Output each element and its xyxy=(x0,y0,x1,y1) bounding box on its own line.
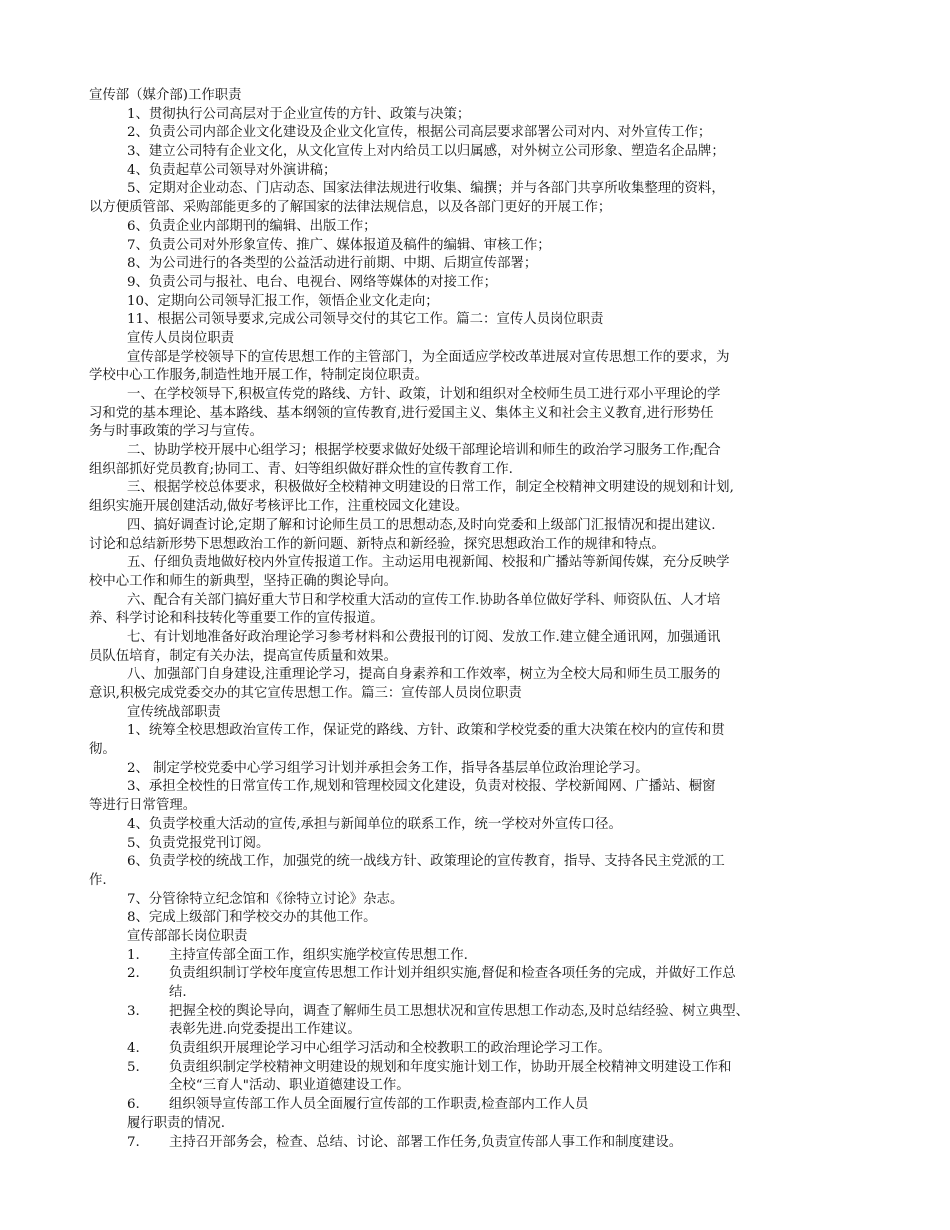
duty-line: 6、负责企业内部期刊的编辑、出版工作； xyxy=(127,218,377,234)
paragraph-line: 四、搞好调查讨论,定期了解和讨论师生员工的思想动态,及时向党委和上级部门汇报情况和提出建议. xyxy=(127,517,716,533)
paragraph-line: 宣传部是学校领导下的宣传思想工作的主管部门，为全面适应学校改革进展对宣传思想工作的要求，为 xyxy=(127,349,730,365)
list-number: 5. xyxy=(127,1059,140,1075)
paragraph-line: 五、仔细负责地做好校内外宣传报道工作。主动运用电视新闻、校报和广播站等新闻传媒，充分反映学 xyxy=(127,555,730,571)
paragraph-line: 八、加强部门自身建设,注重理论学习，提高自身素养和工作效率，树立为全校大局和师生员工服务的 xyxy=(127,667,721,683)
duty-line: 4、负责学校重大活动的宣传,承担与新闻单位的联系工作，统一学校对外宣传口径。 xyxy=(127,816,622,832)
duty-line: 3、承担全校性的日常宣传工作,规划和管理校园文化建设，负责对校报、学校新闻网、广播站、橱窗 xyxy=(127,779,716,795)
duty-line: 3、建立公司特有企业文化，从文化宣传上对内给员工以归属感，对外树立公司形象、塑造名企品牌； xyxy=(127,144,725,160)
paragraph-line: 务与时事政策的学习与宣传。 xyxy=(89,424,264,440)
duty-line: 1、贯彻执行公司高层对于企业宣传的方针、政策与决策； xyxy=(127,106,471,122)
duty-line: 1、统筹全校思想政治宣传工作，保证党的路线、方针、政策和学校党委的重大决策在校内的宣传和贯 xyxy=(127,723,725,739)
list-item-text: 主持宣传部全面工作，组织实施学校宣传思想工作. xyxy=(169,947,468,963)
list-number: 7. xyxy=(127,1134,140,1150)
list-continuation: 履行职责的情况. xyxy=(127,1115,225,1131)
list-item-text: 主持召开部务会，检查、总结、讨论、部署工作任务,负责宣传部人事工作和制度建设。 xyxy=(169,1134,683,1150)
section4-title: 宣传部部长岗位职责 xyxy=(127,928,248,944)
paragraph-line: 二、协助学校开展中心组学习；根据学校要求做好处级干部理论培训和师生的政治学习服务工作;配合 xyxy=(127,443,721,459)
duty-line: 7、分管徐特立纪念馆和《徐特立讨论》杂志。 xyxy=(127,891,404,907)
list-item xyxy=(89,1096,871,1115)
document-body xyxy=(89,87,871,1152)
paragraph-line: 校中心工作和师生的新典型，坚持正确的舆论导向。 xyxy=(89,573,397,589)
list-item xyxy=(89,1003,871,1040)
duty-line: 8、为公司进行的各类型的公益活动进行前期、中期、后期宣传部署； xyxy=(127,256,538,272)
paragraph-line: 意识,积极完成党委交办的其它宣传思想工作。篇三：宣传部人员岗位职责 xyxy=(89,686,522,701)
duty-line: 10、定期向公司领导汇报工作，领悟企业文化走向； xyxy=(127,293,439,309)
list-item-text: 全校“三育人"活动、职业道德建设工作。 xyxy=(169,1078,410,1094)
paragraph-line: 七、有计划地准备好政治理论学习参考材料和公费报刊的订阅、发放工作.建立健全通讯网，加强通讯 xyxy=(127,629,721,645)
list-item xyxy=(89,947,871,966)
paragraph-line: 六、配合有关部门搞好重大节日和学校重大活动的宣传工作.协助各单位做好学科、师资队伍、人才培 xyxy=(127,592,721,608)
list-item-text: 负责组织开展理论学习中心组学习活动和全校教职工的政治理论学习工作。 xyxy=(169,1041,611,1057)
duty-line: 8、完成上级部门和学校交办的其他工作。 xyxy=(127,910,377,926)
duty-line: 2、负责公司内部企业文化建设及企业文化宣传，根据公司高层要求部署公司对内、对外宣传工作； xyxy=(127,125,712,141)
section1-title: 宣传部（媒介部)工作职责 xyxy=(89,88,242,103)
duty-line: 2、 制定学校党委中心学习组学习计划并承担会务工作，指导各基层单位政治理论学习。 xyxy=(127,760,649,776)
list-item xyxy=(89,1134,871,1153)
list-item-text: 负责组织制订学校年度宣传思想工作计划并组织实施,督促和检查各项任务的完成，并做好工作总 xyxy=(169,966,736,982)
list-item-text: 把握全校的舆论导向，调查了解师生员工思想状况和宣传思想工作动态,及时总结经验、树立典型、 xyxy=(169,1003,750,1019)
section2-title: 宣传人员岗位职责 xyxy=(127,330,235,346)
paragraph-line: 一、在学校领导下,积极宣传党的路线、方针、政策，计划和组织对全校师生员工进行邓小平理论的学 xyxy=(127,387,721,402)
duty-line: 以方便质管部、采购部能更多的了解国家的法律法规信息，以及各部门更好的开展工作； xyxy=(89,200,612,216)
paragraph-line: 讨论和总结新形势下思想政治工作的新问题、新特点和新经验，探究思想政治工作的规律和特点。 xyxy=(89,536,665,552)
duty-line: 作. xyxy=(89,872,107,888)
paragraph-line: 学校中心工作服务,制造性地开展工作，特制定岗位职责。 xyxy=(89,368,429,384)
duty-line: 11、根据公司领导要求,完成公司领导交付的其它工作。篇二：宣传人员岗位职责 xyxy=(127,312,604,328)
paragraph-line: 养、科学讨论和科技转化等重要工作的宣传报道。 xyxy=(89,611,384,627)
duty-line: 6、负责学校的统战工作，加强党的统一战线方针、政策理论的宣传教育，指导、支持各民主党派的工 xyxy=(127,854,725,870)
duty-line: 5、负责党报党刊订阅。 xyxy=(127,835,270,851)
list-item-text: 表彰先进.向党委提出工作建议。 xyxy=(169,1022,361,1038)
list-number: 2. xyxy=(127,966,140,982)
paragraph-line: 组织部抓好党员教育;协同工、青、妇等组织做好群众性的宣传教育工作. xyxy=(89,461,513,477)
list-item-text: 负责组织制定学校精神文明建设的规划和年度实施计划工作，协助开展全校精神文明建设工作和 xyxy=(169,1059,732,1075)
duty-line: 等进行日常管理。 xyxy=(89,798,197,814)
list-item-text: 结. xyxy=(169,985,187,1000)
list-number: 3. xyxy=(127,1003,140,1019)
paragraph-line: 习和党的基本理论、基本路线、基本纲领的宣传教育,进行爱国主义、集体主义和社会主义教育,进行形势任 xyxy=(89,405,714,421)
list-number: 1. xyxy=(127,947,140,963)
duty-line: 5、定期对企业动态、门店动态、国家法律法规进行收集、编撰；并与各部门共享所收集整理的资料， xyxy=(127,181,725,197)
paragraph-line: 员队伍培育，制定有关办法，提高宣传质量和效果。 xyxy=(89,648,397,664)
paragraph-line: 组织实施开展创建活动,做好考核评比工作，注重校园文化建设。 xyxy=(89,499,469,515)
list-item xyxy=(89,1040,871,1059)
duty-line: 4、负责起草公司领导对外演讲稿； xyxy=(127,162,337,178)
list-item xyxy=(89,1059,871,1096)
list-number: 6. xyxy=(127,1097,140,1113)
duty-line: 7、负责公司对外形象宣传、推广、媒体报道及稿件的编辑、审核工作； xyxy=(127,237,551,253)
paragraph-line: 三、根据学校总体要求，积极做好全校精神文明建设的日常工作，制定全校精神文明建设的规划和计划, xyxy=(127,480,734,496)
duty-line: 彻。 xyxy=(89,742,116,758)
section3-title: 宣传统战部职责 xyxy=(127,704,221,720)
list-item xyxy=(89,965,871,1002)
duty-line: 9、负责公司与报社、电台、电视台、网络等媒体的对接工作； xyxy=(127,274,498,290)
list-number: 4. xyxy=(127,1041,140,1057)
list-item-text: 组织领导宣传部工作人员全面履行宣传部的工作职责,检查部内工作人员 xyxy=(169,1097,589,1113)
